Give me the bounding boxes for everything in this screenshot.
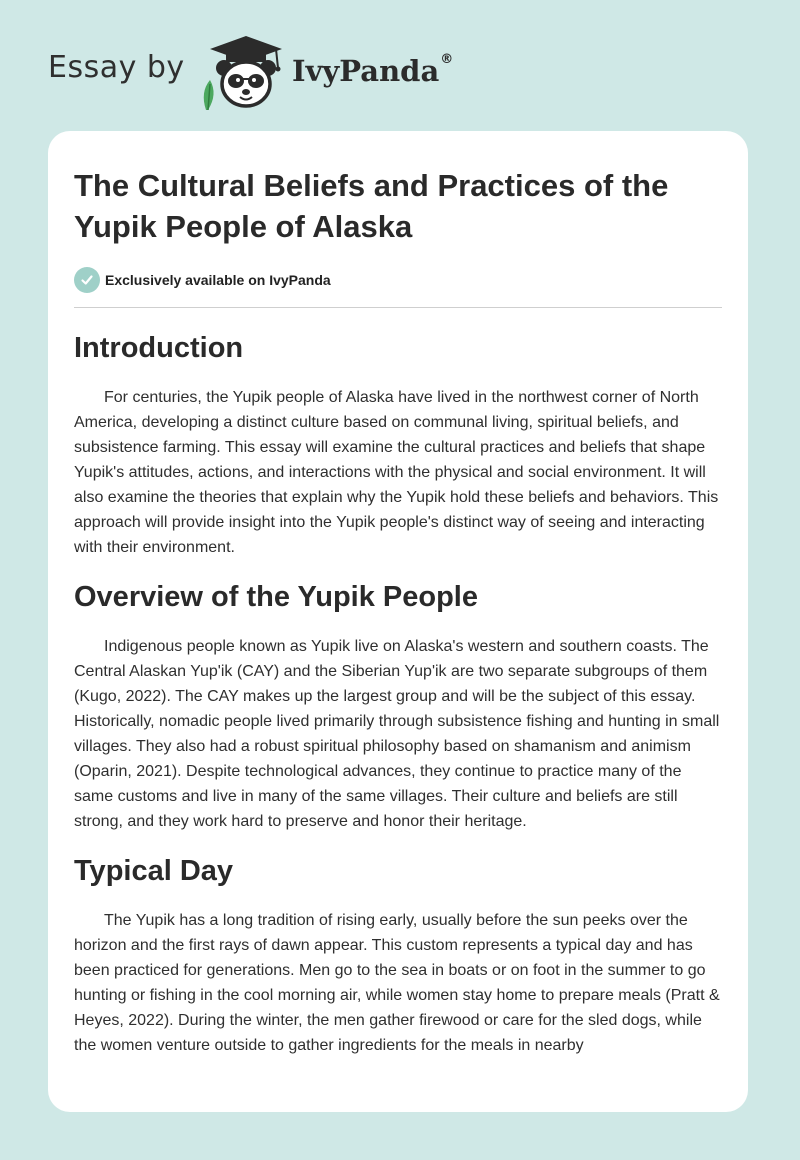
essay-by-label: Essay by [48, 50, 185, 85]
title-divider [74, 307, 722, 308]
essay-content [74, 131, 722, 1058]
panda-graduate-logo-icon[interactable] [196, 32, 296, 112]
section-heading-typical-day: Typical Day [74, 855, 234, 887]
section-paragraph-typical-day: The Yupik has a long tradition of rising early, usually before the sun peeks over the horizon and the first rays of dawn appear. This custom represents a typical day and has been practiced for generations. Men go to the sea in boats or on foot in the summer to go hunting or fishing in the cool morning air, while women stay home to prepare meals (Pratt & Heyes, 2022). During the winter, the men gather firewood or care for the sled dogs, while the women venture outside to gather ingredients for the meals in nearby [74, 912, 720, 1054]
section-paragraph-overview: Indigenous people known as Yupik live on Alaska's western and southern coasts. The Central Alaskan Yup'ik (CAY) and the Siberian Yup'ik are two separate subgroups of them (Kugo, 2022). The CAY makes up the largest group and will be the subject of this essay. Historically, nomadic people lived primarily through subsistence fishing and hunting in small villages. They also had a robust spiritual philosophy based on shamanism and animism (Oparin, 2021). Despite technological advances, they continue to practice many of the same customs and live in many of the same villages. Their culture and beliefs are still strong, and they work hard to preserve and honor their heritage. [74, 638, 720, 830]
exclusive-badge-text: Exclusively available on IvyPanda [105, 272, 331, 288]
essay-title: The Cultural Beliefs and Practices of the Yupik People of Alaska [74, 168, 669, 244]
exclusive-badge [74, 266, 722, 294]
section-heading-introduction: Introduction [74, 332, 244, 364]
registered-mark: ® [440, 52, 454, 67]
section-heading-overview: Overview of the Yupik People [74, 581, 478, 613]
essay-card [48, 131, 748, 1112]
site-header [0, 0, 800, 120]
check-circle-icon [74, 267, 100, 293]
section-paragraph-introduction: For centuries, the Yupik people of Alaska have lived in the northwest corner of North America, developing a distinct culture based on communal living, spiritual beliefs, and subsistence farming. This essay will examine the cultural practices and beliefs that shape Yupik's attitudes, actions, and interactions with the physical and social environment. It will also examine the theories that explain why the Yupik hold these beliefs and behaviors. This approach will provide insight into the Yupik people's distinct way of seeing and interacting with their environment. [74, 389, 719, 556]
brand-name[interactable]: IvyPanda® [292, 52, 454, 88]
